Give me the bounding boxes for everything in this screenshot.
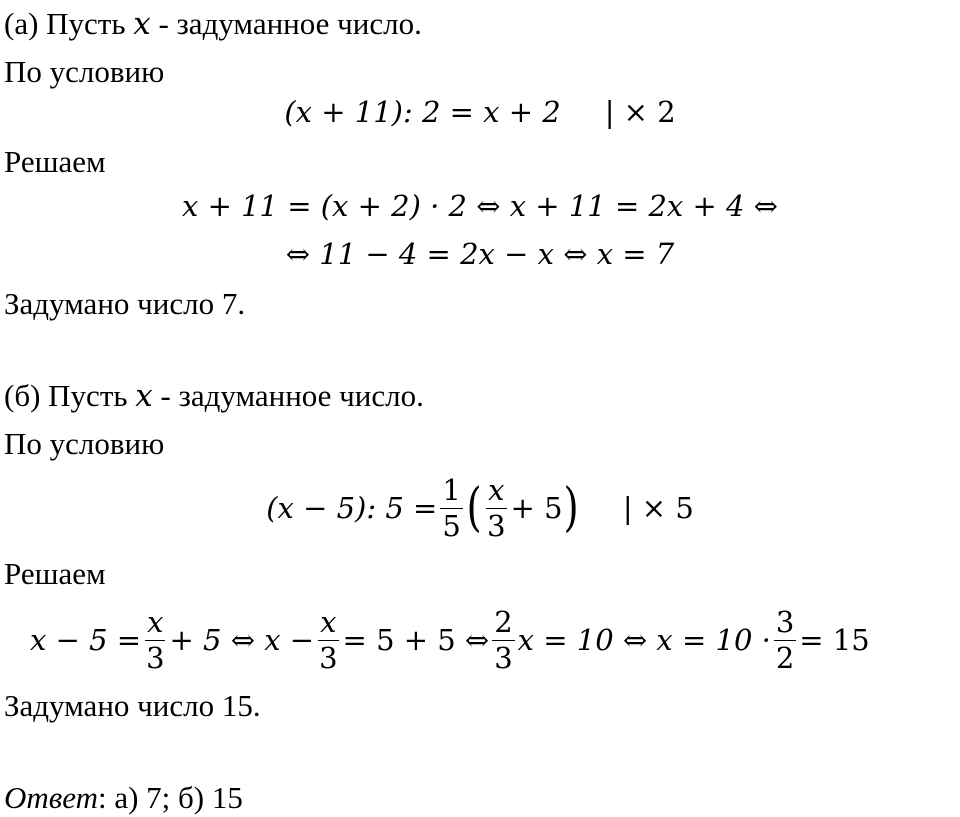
part-a-solve-line-2: [0, 234, 960, 274]
part-b-variable: x: [135, 378, 153, 414]
part-b-condition-multiplier: | × 5: [622, 491, 694, 525]
part-b-condition-label: По условию: [4, 426, 165, 461]
part-a-solve-label: Решаем: [4, 144, 106, 179]
fraction-numerator: x: [147, 605, 164, 640]
part-b-condition-lhs: (x − 5): 5 =: [266, 491, 438, 525]
part-b-condition-inner-tail: + 5: [510, 491, 563, 525]
answer-text: : а) 7; б) 15: [97, 780, 243, 815]
part-a-solve-line-1: [0, 186, 960, 226]
fraction-denominator: 3: [487, 508, 506, 543]
part-b-intro-suffix: - задуманное число.: [152, 378, 424, 413]
fraction-denominator: 3: [494, 640, 513, 675]
part-a-condition-lhs: (x + 11): 2 = x + 2: [284, 95, 561, 129]
right-paren: ): [563, 478, 579, 538]
part-b-intro-prefix: (б) Пусть: [4, 378, 136, 413]
part-b-condition-fraction-inner: [485, 475, 507, 541]
part-a-condition-multiplier: | × 2: [604, 95, 676, 129]
solve-part-5: = 15: [799, 623, 870, 657]
solve-fraction-2: [317, 607, 339, 673]
part-a-variable: x: [133, 6, 151, 42]
part-a-intro: [4, 8, 422, 40]
fraction-numerator: 3: [775, 605, 795, 640]
part-b-condition-fraction-outer: [440, 475, 462, 541]
solve-part-3: = 5 + 5 ⇔: [342, 623, 490, 657]
part-a-solve-line-1-text: x + 11 = (x + 2) · 2 ⇔ x + 11 = 2x + 4 ⇔: [182, 189, 778, 223]
part-b-result: Задумано число 15.: [4, 688, 261, 723]
solve-fraction-3: [492, 607, 514, 673]
fraction-numerator: x: [320, 605, 337, 640]
fraction-numerator: 1: [442, 473, 461, 508]
part-b-solve-equation: [30, 600, 870, 680]
fraction-denominator: 2: [775, 640, 795, 675]
solve-fraction-4: [774, 607, 796, 673]
solve-part-2: + 5 ⇔ x −: [169, 623, 315, 657]
part-a-result: Задумано число 7.: [4, 286, 246, 321]
part-a-condition-equation: [0, 92, 960, 132]
part-a-intro-suffix: - задуманное число.: [150, 6, 422, 41]
solve-part-4: x = 10 ⇔ x = 10 ·: [517, 623, 771, 657]
solve-part-1: x − 5 =: [30, 623, 142, 657]
left-paren: (: [466, 478, 482, 538]
answer-line: [4, 782, 243, 813]
part-a-solve-line-2-text: ⇔ 11 − 4 = 2x − x ⇔ x = 7: [285, 237, 675, 271]
part-a-intro-prefix: (а) Пусть: [4, 6, 134, 41]
part-b-condition-equation: [0, 468, 960, 548]
fraction-numerator: x: [488, 473, 505, 508]
fraction-denominator: 3: [146, 640, 165, 675]
part-b-intro: [4, 380, 424, 412]
fraction-numerator: 2: [494, 605, 513, 640]
fraction-denominator: 5: [442, 508, 461, 543]
part-b-solve-label: Решаем: [4, 556, 106, 591]
fraction-denominator: 3: [319, 640, 338, 675]
answer-label: Ответ: [4, 780, 98, 815]
solve-fraction-1: [144, 607, 166, 673]
part-a-condition-label: По условию: [4, 54, 165, 89]
